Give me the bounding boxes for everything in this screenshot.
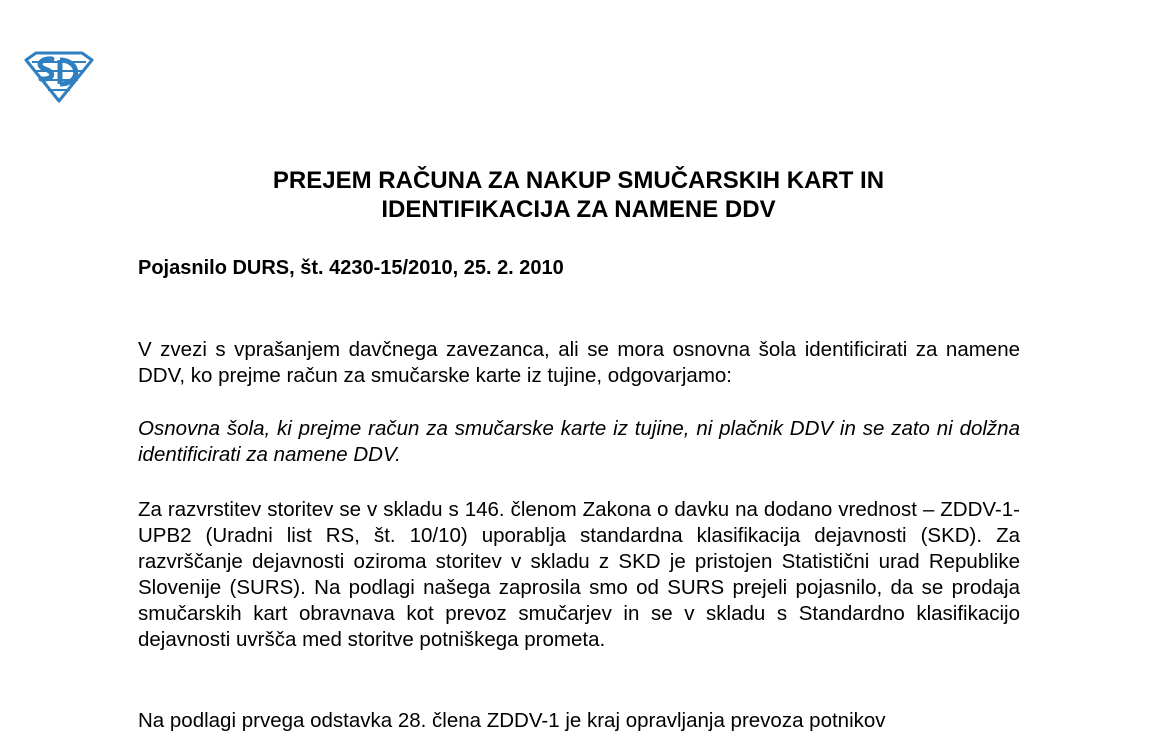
paragraph-4: Na podlagi prvega odstavka 28. člena ZDDV-1 je kraj opravljanja prevoza potnikov <box>138 709 886 732</box>
document-title-line-2: IDENTIFIKACIJA ZA NAMENE DDV <box>381 196 776 223</box>
paragraph-3: Za razvrstitev storitev se v skladu s 146. členom Zakona o davku na dodano vrednost – ZDDV-1-UPB2 (Uradni list RS, št. 10/10) uporablja standardna klasifikacija dejavnosti (SKD). Za razvrščanje dejavnosti oziroma storitev v skladu z SKD je pristojen Statistični urad Republike Slovenije (SURS). Na podlagi našega zaprosila smo od SURS prejeli pojasnilo, da se prodaja smučarskih kart obravnava kot prevoz smučarjev in se v skladu s Standardno klasifikacijo dejavnosti uvršča med storitve potniškega prometa. <box>138 498 1020 651</box>
document-title <box>0 166 1157 224</box>
paragraph-2: Osnovna šola, ki prejme račun za smučarske karte iz tujine, ni plačnik DDV in se zato ni dolžna identificirati za namene DDV. <box>138 417 1020 466</box>
paragraph-1: V zvezi s vprašanjem davčnega zavezanca, ali se mora osnovna šola identificirati za namene DDV, ko prejme račun za smučarske karte iz tujine, odgovarjamo: <box>138 338 1020 387</box>
document-subtitle: Pojasnilo DURS, št. 4230-15/2010, 25. 2. 2010 <box>138 257 564 279</box>
sd-diamond-logo-icon <box>22 50 96 104</box>
document-title-line-1: PREJEM RAČUNA ZA NAKUP SMUČARSKIH KART IN <box>272 167 885 194</box>
